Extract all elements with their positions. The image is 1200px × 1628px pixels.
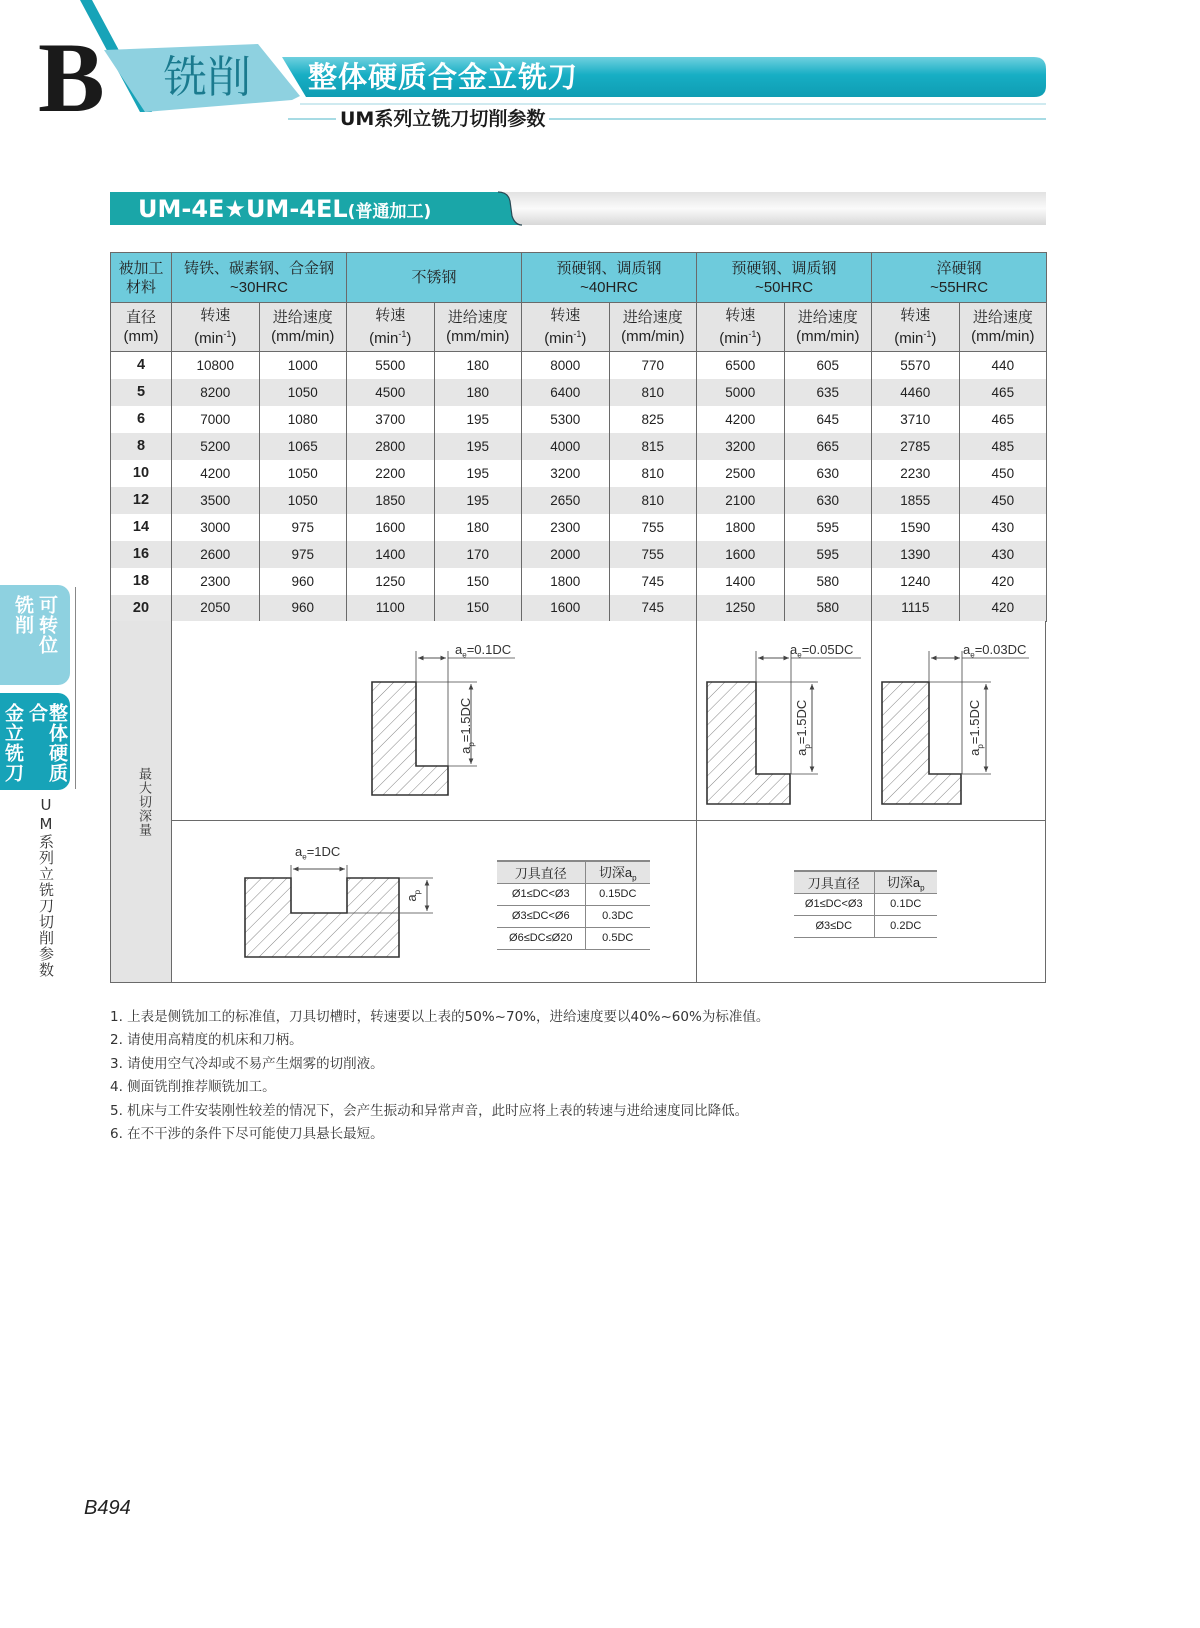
feed-cell: 1080 [259,406,347,433]
table-row [111,514,1047,541]
feed-cell: 580 [784,568,872,595]
speed-cell: 4500 [347,379,435,406]
feed-cell: 960 [259,568,347,595]
feed-cell: 485 [959,433,1047,460]
feed-cell: 825 [609,406,697,433]
side-tab-indexable-milling[interactable] [0,585,70,685]
model-heading [138,194,431,227]
side-caption: UM系列立铣刀切削参数 [37,796,55,978]
speed-cell: 3700 [347,406,435,433]
slot-ap-label: $a_p$ [404,889,422,902]
slot-depth-row: Ø1≤DC<Ø3 0.15DC [497,883,650,905]
speed-cell: 1115 [872,595,960,622]
feed-cell: 465 [959,379,1047,406]
speed-cell: 10800 [172,352,260,379]
diameter-cell: 6 [111,406,172,433]
speed-cell: 1600 [522,595,610,622]
diameter-cell: 10 [111,460,172,487]
material-header-40hrc: 预硬钢、调质钢 ~40HRC [522,253,697,303]
cut-depth-header: 切深$a_p$ [585,861,650,883]
page-number: B494 [84,1497,131,1519]
feed-cell: 755 [609,514,697,541]
speed-cell: 1855 [872,487,960,514]
feed-cell: 450 [959,460,1047,487]
speed-cell: 5200 [172,433,260,460]
slot-depth-table [497,860,650,950]
feed-cell: 960 [259,595,347,622]
speed-cell: 2300 [522,514,610,541]
speed-cell: 5000 [697,379,785,406]
tool-diameter-header: 刀具直径 [794,871,874,893]
table-row [111,568,1047,595]
note-item: 2. 请使用高精度的机床和刀柄。 [110,1032,303,1049]
feed-cell: 150 [434,595,522,622]
ae-label-3: $a_e=0.03DC$ [963,642,1027,660]
material-header-50hrc: 预硬钢、调质钢 ~50HRC [697,253,872,303]
feed-cell: 630 [784,487,872,514]
material-header-stainless: 不锈钢 [347,253,522,303]
material-header-cast-iron: 铸铁、碳素钢、合金钢 ~30HRC [172,253,347,303]
section-name: 铣削 [163,52,251,103]
speed-cell: 1800 [522,568,610,595]
speed-cell: 3500 [172,487,260,514]
feed-cell: 195 [434,406,522,433]
feed-cell: 595 [784,514,872,541]
feed-cell: 195 [434,487,522,514]
speed-header: 转速 $(\min^{-1})$ [697,303,785,352]
table-row [111,541,1047,568]
feed-cell: 665 [784,433,872,460]
ae-label-2: $a_e=0.05DC$ [790,642,854,660]
feed-cell: 420 [959,595,1047,622]
model-name: UM-4E★UM-4EL [138,195,348,223]
diameter-cell: 14 [111,514,172,541]
table-row [111,487,1047,514]
side-tab-label: 整体硬质合 [26,703,68,783]
max-depth-label: 最大切深量 [136,767,151,837]
diameter-cell: 18 [111,568,172,595]
side-tab-label: 铣削 [12,595,34,635]
hard-depth-row: Ø3≤DC 0.2DC [794,915,937,937]
table-row [111,595,1047,622]
diameter-cell: 12 [111,487,172,514]
feed-cell: 810 [609,460,697,487]
speed-cell: 2050 [172,595,260,622]
feed-cell: 450 [959,487,1047,514]
side-milling-diagram-3 [882,651,1029,804]
speed-cell: 1600 [347,514,435,541]
ap-label-3: $a_p=1.5DC$ [967,699,985,756]
speed-cell: 1600 [697,541,785,568]
speed-cell: 2100 [697,487,785,514]
feed-cell: 465 [959,406,1047,433]
feed-cell: 430 [959,541,1047,568]
section-letter: B [38,22,105,133]
speed-cell: 5300 [522,406,610,433]
feed-cell: 595 [784,541,872,568]
hard-depth-row: Ø1≤DC<Ø3 0.1DC [794,893,937,915]
feed-cell: 1050 [259,379,347,406]
speed-cell: 3200 [522,460,610,487]
diameter-cell: 5 [111,379,172,406]
feed-header: 进给速度 (mm/min) [434,303,522,352]
feed-cell: 580 [784,595,872,622]
speed-cell: 4200 [172,460,260,487]
feed-header: 进给速度 (mm/min) [609,303,697,352]
feed-cell: 180 [434,352,522,379]
feed-cell: 975 [259,541,347,568]
feed-cell: 440 [959,352,1047,379]
feed-cell: 180 [434,514,522,541]
speed-cell: 1400 [347,541,435,568]
speed-cell: 2200 [347,460,435,487]
speed-cell: 4460 [872,379,960,406]
speed-cell: 7000 [172,406,260,433]
feed-cell: 645 [784,406,872,433]
speed-cell: 1590 [872,514,960,541]
slot-milling-diagram [245,865,433,957]
slot-depth-row: Ø6≤DC≤Ø20 0.5DC [497,927,650,949]
speed-cell: 3000 [172,514,260,541]
note-item: 4. 侧面铣削推荐顺铣加工。 [110,1079,276,1096]
feed-cell: 975 [259,514,347,541]
note-item: 5. 机床与工件安装刚性较差的情况下，会产生振动和异常声音，此时应将上表的转速与进给速度同比降低。 [110,1102,749,1119]
table-row [111,352,1047,379]
feed-cell: 1000 [259,352,347,379]
table-row [111,460,1047,487]
feed-header: 进给速度 (mm/min) [259,303,347,352]
tool-diameter-header: 刀具直径 [497,861,585,883]
feed-cell: 170 [434,541,522,568]
speed-cell: 2600 [172,541,260,568]
cut-depth-header: 切深$a_p$ [874,871,937,893]
feed-cell: 745 [609,595,697,622]
feed-cell: 180 [434,379,522,406]
diameter-cell: 8 [111,433,172,460]
feed-cell: 745 [609,568,697,595]
speed-cell: 2800 [347,433,435,460]
speed-cell: 4000 [522,433,610,460]
note-item: 1. 上表是侧铣加工的标准值，刀具切槽时，转速要以上表的50%~70%，进给速度要以40%~60%为标准值。 [110,1009,770,1025]
speed-cell: 1850 [347,487,435,514]
parameter-rows [111,352,1047,622]
feed-cell: 1050 [259,487,347,514]
diameter-cell: 4 [111,352,172,379]
speed-cell: 3200 [697,433,785,460]
speed-cell: 1250 [697,595,785,622]
speed-cell: 5500 [347,352,435,379]
speed-cell: 8000 [522,352,610,379]
ap-label-1: $a_p=1.5DC$ [458,697,476,754]
speed-cell: 1390 [872,541,960,568]
speed-cell: 2230 [872,460,960,487]
material-header-55hrc: 淬硬钢 ~55HRC [872,253,1047,303]
max-depth-section [110,621,1046,983]
cutting-parameters-table [110,252,1047,622]
speed-cell: 2300 [172,568,260,595]
feed-header: 进给速度 (mm/min) [784,303,872,352]
feed-cell: 815 [609,433,697,460]
hard-steel-depth-table [794,870,937,938]
page-subtitle: UM系列立铣刀切削参数 [336,106,549,132]
speed-cell: 2785 [872,433,960,460]
feed-cell: 770 [609,352,697,379]
note-item: 3. 请使用空气冷却或不易产生烟雾的切削液。 [110,1055,384,1072]
speed-cell: 1240 [872,568,960,595]
side-tab-label: 可转位 [36,595,58,655]
speed-cell: 4200 [697,406,785,433]
speed-cell: 2500 [697,460,785,487]
speed-cell: 1800 [697,514,785,541]
feed-cell: 755 [609,541,697,568]
feed-cell: 150 [434,568,522,595]
diameter-cell: 16 [111,541,172,568]
speed-cell: 3710 [872,406,960,433]
speed-cell: 1100 [347,595,435,622]
feed-cell: 420 [959,568,1047,595]
material-corner-header: 被加工 材料 [111,253,172,303]
feed-cell: 605 [784,352,872,379]
speed-header: 转速 $(\min^{-1})$ [347,303,435,352]
slot-ae-label: $a_e=1DC$ [295,844,341,862]
process-type: (普通加工) [347,202,432,222]
speed-header: 转速 $(\min^{-1})$ [522,303,610,352]
speed-cell: 1400 [697,568,785,595]
note-item: 6. 在不干涉的条件下尽可能使刀具悬长最短。 [110,1126,384,1143]
feed-cell: 810 [609,379,697,406]
speed-cell: 6400 [522,379,610,406]
table-row [111,433,1047,460]
side-milling-diagram-2 [707,651,861,804]
speed-cell: 2650 [522,487,610,514]
speed-cell: 8200 [172,379,260,406]
feed-cell: 630 [784,460,872,487]
side-milling-diagram-1 [372,651,515,795]
feed-cell: 195 [434,433,522,460]
side-tab-solid-carbide-endmill[interactable] [0,693,70,790]
speed-cell: 2000 [522,541,610,568]
feed-cell: 635 [784,379,872,406]
feed-cell: 810 [609,487,697,514]
side-tab-divider [75,587,76,789]
feed-cell: 195 [434,460,522,487]
table-row [111,406,1047,433]
diameter-header: 直径 (mm) [111,303,172,352]
feed-cell: 430 [959,514,1047,541]
ap-label-2: $a_p=1.5DC$ [794,699,812,756]
ae-label-1: $a_e=0.1DC$ [455,642,512,660]
feed-header: 进给速度 (mm/min) [959,303,1047,352]
side-tab-label: 金立铣刀 [2,703,24,783]
page-title: 整体硬质合金立铣刀 [308,60,579,94]
speed-header: 转速 $(\min^{-1})$ [872,303,960,352]
speed-cell: 6500 [697,352,785,379]
feed-cell: 1050 [259,460,347,487]
speed-cell: 5570 [872,352,960,379]
diameter-cell: 20 [111,595,172,622]
table-row [111,379,1047,406]
slot-depth-row: Ø3≤DC<Ø6 0.3DC [497,905,650,927]
speed-cell: 1250 [347,568,435,595]
notes-list [110,1006,769,1146]
feed-cell: 1065 [259,433,347,460]
speed-header: 转速 $(\min^{-1})$ [172,303,260,352]
